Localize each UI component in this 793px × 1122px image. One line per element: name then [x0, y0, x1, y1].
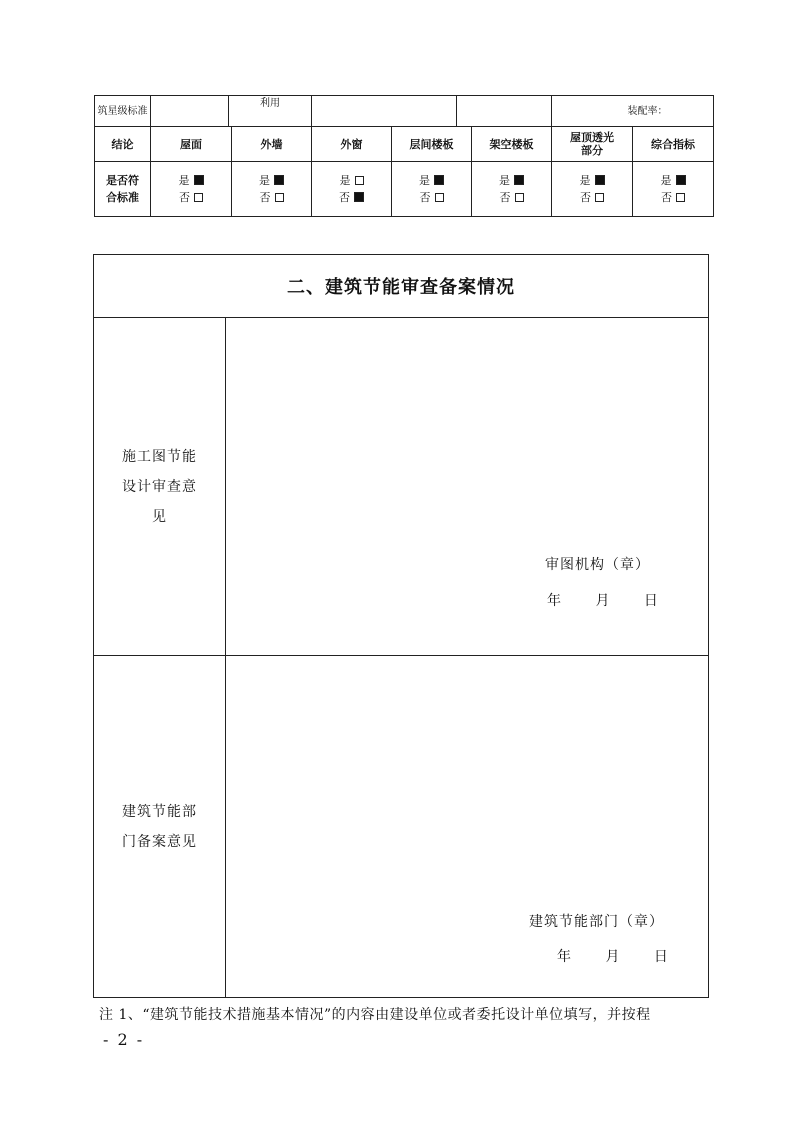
filing-date: [557, 946, 669, 966]
compliance-cell: [392, 162, 471, 216]
filing-day: 日: [653, 949, 669, 965]
option-no: [179, 189, 203, 206]
section-title: 二、建筑节能审查备案情况: [287, 277, 515, 298]
option-no-label: 否: [339, 191, 350, 204]
conclusion-header: 结论: [111, 137, 134, 151]
compliance-cell: [633, 162, 713, 216]
option-no-label: 否: [661, 191, 672, 204]
option-yes: [259, 172, 284, 189]
review-month: 月: [595, 593, 611, 609]
col-header-floor-slab: 层间楼板: [409, 137, 454, 151]
col-header-external-window: 外窗: [340, 137, 363, 151]
page-number: - 2 -: [103, 1030, 145, 1049]
col-header-external-wall: 外墙: [260, 137, 283, 151]
compliance-cell: [552, 162, 632, 216]
option-no: [500, 189, 524, 206]
compliance-cell: [151, 162, 231, 216]
option-yes: [419, 172, 444, 189]
option-yes-label: 是: [660, 174, 672, 187]
unchecked-box-icon[interactable]: [275, 193, 284, 202]
compliance-label: 是否符合标准: [106, 174, 139, 204]
option-no: [580, 189, 604, 206]
col-header-overhead-slab: 架空楼板: [489, 137, 534, 151]
checked-box-icon[interactable]: [274, 175, 284, 185]
unchecked-box-icon[interactable]: [194, 193, 203, 202]
option-yes: [499, 172, 524, 189]
compliance-cell: [232, 162, 311, 216]
option-yes: [580, 172, 605, 189]
assembly-rate-label: 装配率：: [627, 105, 668, 117]
option-yes: [661, 172, 686, 189]
col-header-composite-index: 综合指标: [651, 137, 695, 151]
option-no-label: 否: [419, 191, 431, 204]
checked-box-icon[interactable]: [354, 192, 364, 202]
unchecked-box-icon[interactable]: [355, 176, 364, 185]
option-no: [661, 189, 685, 206]
compliance-cell: [472, 162, 551, 216]
filing-year: 年: [557, 949, 572, 965]
footnote: 注 1、“建筑节能技术措施基本情况”的内容由建设单位或者委托设计单位填写，并按程: [99, 1007, 651, 1023]
review-day: 日: [643, 593, 659, 609]
filing-month: 月: [605, 949, 621, 965]
option-yes-label: 是: [499, 174, 510, 187]
filing-opinion-label: 建筑节能部门备案意见: [122, 803, 197, 850]
option-no-label: 否: [259, 191, 271, 204]
utilize-label: 利用: [260, 97, 280, 109]
star-standard-label: 筑星级标准: [97, 105, 148, 117]
option-yes-label: 是: [339, 174, 351, 187]
option-no: [420, 189, 444, 206]
option-no-label: 否: [499, 191, 511, 204]
checked-box-icon[interactable]: [514, 175, 524, 185]
option-yes-label: 是: [259, 174, 270, 187]
compliance-cell: [312, 162, 391, 216]
unchecked-box-icon[interactable]: [435, 193, 444, 202]
option-yes: [340, 172, 364, 189]
unchecked-box-icon[interactable]: [676, 193, 685, 202]
checked-box-icon[interactable]: [595, 175, 605, 185]
checked-box-icon[interactable]: [434, 175, 444, 185]
unchecked-box-icon[interactable]: [595, 193, 604, 202]
option-no-label: 否: [580, 191, 591, 204]
option-yes-label: 是: [178, 174, 190, 187]
col-header-roof-transparent: 屋顶透光部分: [570, 131, 614, 157]
review-year: 年: [547, 593, 562, 609]
checked-box-icon[interactable]: [676, 175, 686, 185]
review-opinion-label: 施工图节能设计审查意见: [122, 448, 197, 525]
checked-box-icon[interactable]: [194, 175, 204, 185]
option-no: [260, 189, 284, 206]
filing-dept-seal: 建筑节能部门（章）: [529, 914, 664, 930]
option-no: [339, 189, 364, 206]
unchecked-box-icon[interactable]: [515, 193, 524, 202]
option-yes-label: 是: [579, 174, 591, 187]
option-yes: [179, 172, 204, 189]
review-date: [547, 590, 659, 610]
review-agency-seal: 审图机构（章）: [545, 557, 650, 573]
option-yes-label: 是: [419, 174, 430, 187]
col-header-roof: 屋面: [180, 137, 202, 151]
option-no-label: 否: [179, 191, 190, 204]
